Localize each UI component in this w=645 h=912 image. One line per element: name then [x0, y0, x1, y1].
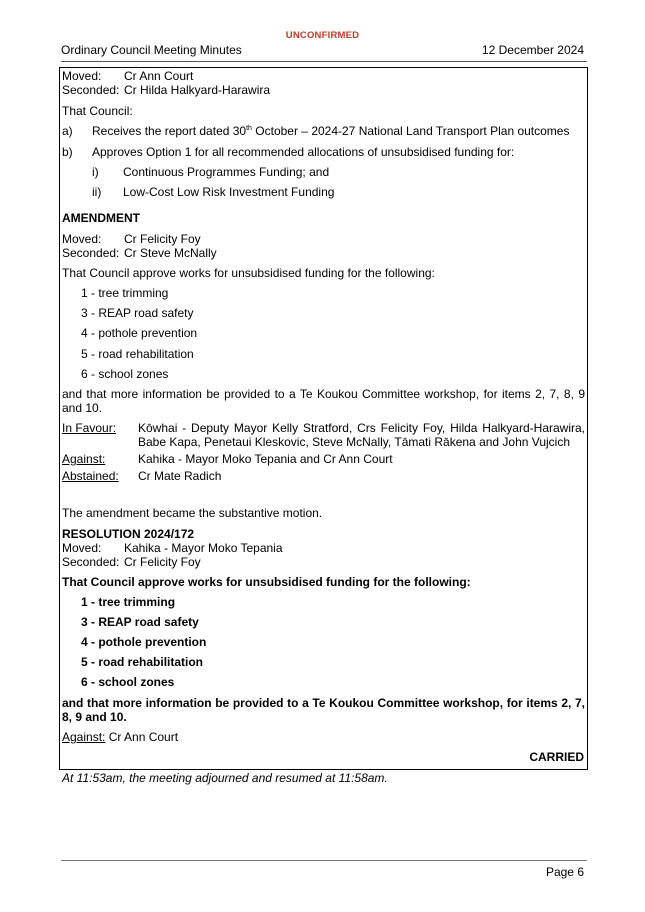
- unconfirmed-stamp: UNCONFIRMED: [285, 30, 360, 41]
- resolution-item: 3 - REAP road safety: [81, 615, 199, 629]
- amendment-item: 4 - pothole prevention: [81, 326, 198, 340]
- motion-moved: Moved: Cr Ann Court: [62, 69, 194, 83]
- abstained-text: Cr Mate Radich: [138, 469, 222, 483]
- adjournment-note: At 11:53am, the meeting adjourned and resumed at 11:58am.: [62, 771, 388, 785]
- amendment-outcome: The amendment became the substantive motion.: [62, 506, 323, 520]
- motion-item-b: Approves Option 1 for all recommended allocations of unsubsidised funding for:: [92, 145, 515, 159]
- document-title: Ordinary Council Meeting Minutes: [61, 43, 242, 57]
- amendment-item: 6 - school zones: [81, 367, 169, 381]
- abstained-label: Abstained:: [62, 469, 119, 483]
- resolution-closing: and that more information be provided to a Te Koukou Committee workshop, for items 2, 7, 8, 9 and 10.: [62, 696, 585, 724]
- meeting-date: 12 December 2024: [481, 43, 584, 57]
- resolution-item: 6 - school zones: [81, 675, 175, 689]
- in-favour-text: Kōwhai - Deputy Mayor Kelly Stratford, Crs Felicity Foy, Hilda Halkyard-Harawira, Babe Kapa, Penetaui Kleskovic, Steve McNally, Tāmati Rākena and John Vujcich: [138, 421, 585, 449]
- motion-seconded: Seconded: Cr Hilda Halkyard-Harawira: [62, 83, 271, 97]
- motion-sub-ii-marker: ii): [92, 185, 102, 199]
- amendment-intro: That Council approve works for unsubsidised funding for the following:: [62, 266, 435, 280]
- resolution-item: 4 - pothole prevention: [81, 635, 207, 649]
- motion-item-a: Receives the report dated 30th October – 2024-27 National Land Transport Plan outcomes: [92, 124, 570, 138]
- amendment-closing: and that more information be provided to a Te Koukou Committee workshop, for items 2, 7, 8, 9 and 10.: [62, 387, 585, 415]
- carried-status: CARRIED: [529, 750, 584, 764]
- motion-sub-i-marker: i): [92, 165, 99, 179]
- resolution-heading: RESOLUTION 2024/172: [62, 527, 195, 541]
- amendment-seconded: Seconded: Cr Steve McNally: [62, 246, 217, 260]
- in-favour-label: In Favour:: [62, 421, 117, 435]
- resolution-item: 1 - tree trimming: [81, 595, 176, 609]
- motion-intro: That Council:: [62, 104, 133, 118]
- amendment-heading: AMENDMENT: [62, 211, 140, 225]
- against-text: Kahika - Mayor Moko Tepania and Cr Ann Court: [138, 452, 393, 466]
- motion-sub-ii: Low-Cost Low Risk Investment Funding: [123, 185, 335, 199]
- amendment-item: 5 - road rehabilitation: [81, 347, 194, 361]
- resolution-seconded: Seconded: Cr Felicity Foy: [62, 555, 201, 569]
- resolution-item: 5 - road rehabilitation: [81, 655, 204, 669]
- page-number: Page 6: [545, 865, 584, 879]
- amendment-item: 3 - REAP road safety: [81, 306, 194, 320]
- against-label: Against:: [62, 452, 106, 466]
- amendment-moved: Moved: Cr Felicity Foy: [62, 232, 201, 246]
- header-divider: [61, 61, 587, 62]
- motion-sub-i: Continuous Programmes Funding; and: [123, 165, 330, 179]
- resolution-moved: Moved: Kahika - Mayor Moko Tepania: [62, 541, 283, 555]
- footer-divider: [61, 860, 587, 861]
- resolution-against: Against: Cr Ann Court: [62, 730, 179, 744]
- amendment-item: 1 - tree trimming: [81, 286, 169, 300]
- motion-item-b-marker: b): [62, 145, 73, 159]
- resolution-intro: That Council approve works for unsubsidised funding for the following:: [62, 575, 471, 589]
- motion-item-a-marker: a): [62, 124, 73, 138]
